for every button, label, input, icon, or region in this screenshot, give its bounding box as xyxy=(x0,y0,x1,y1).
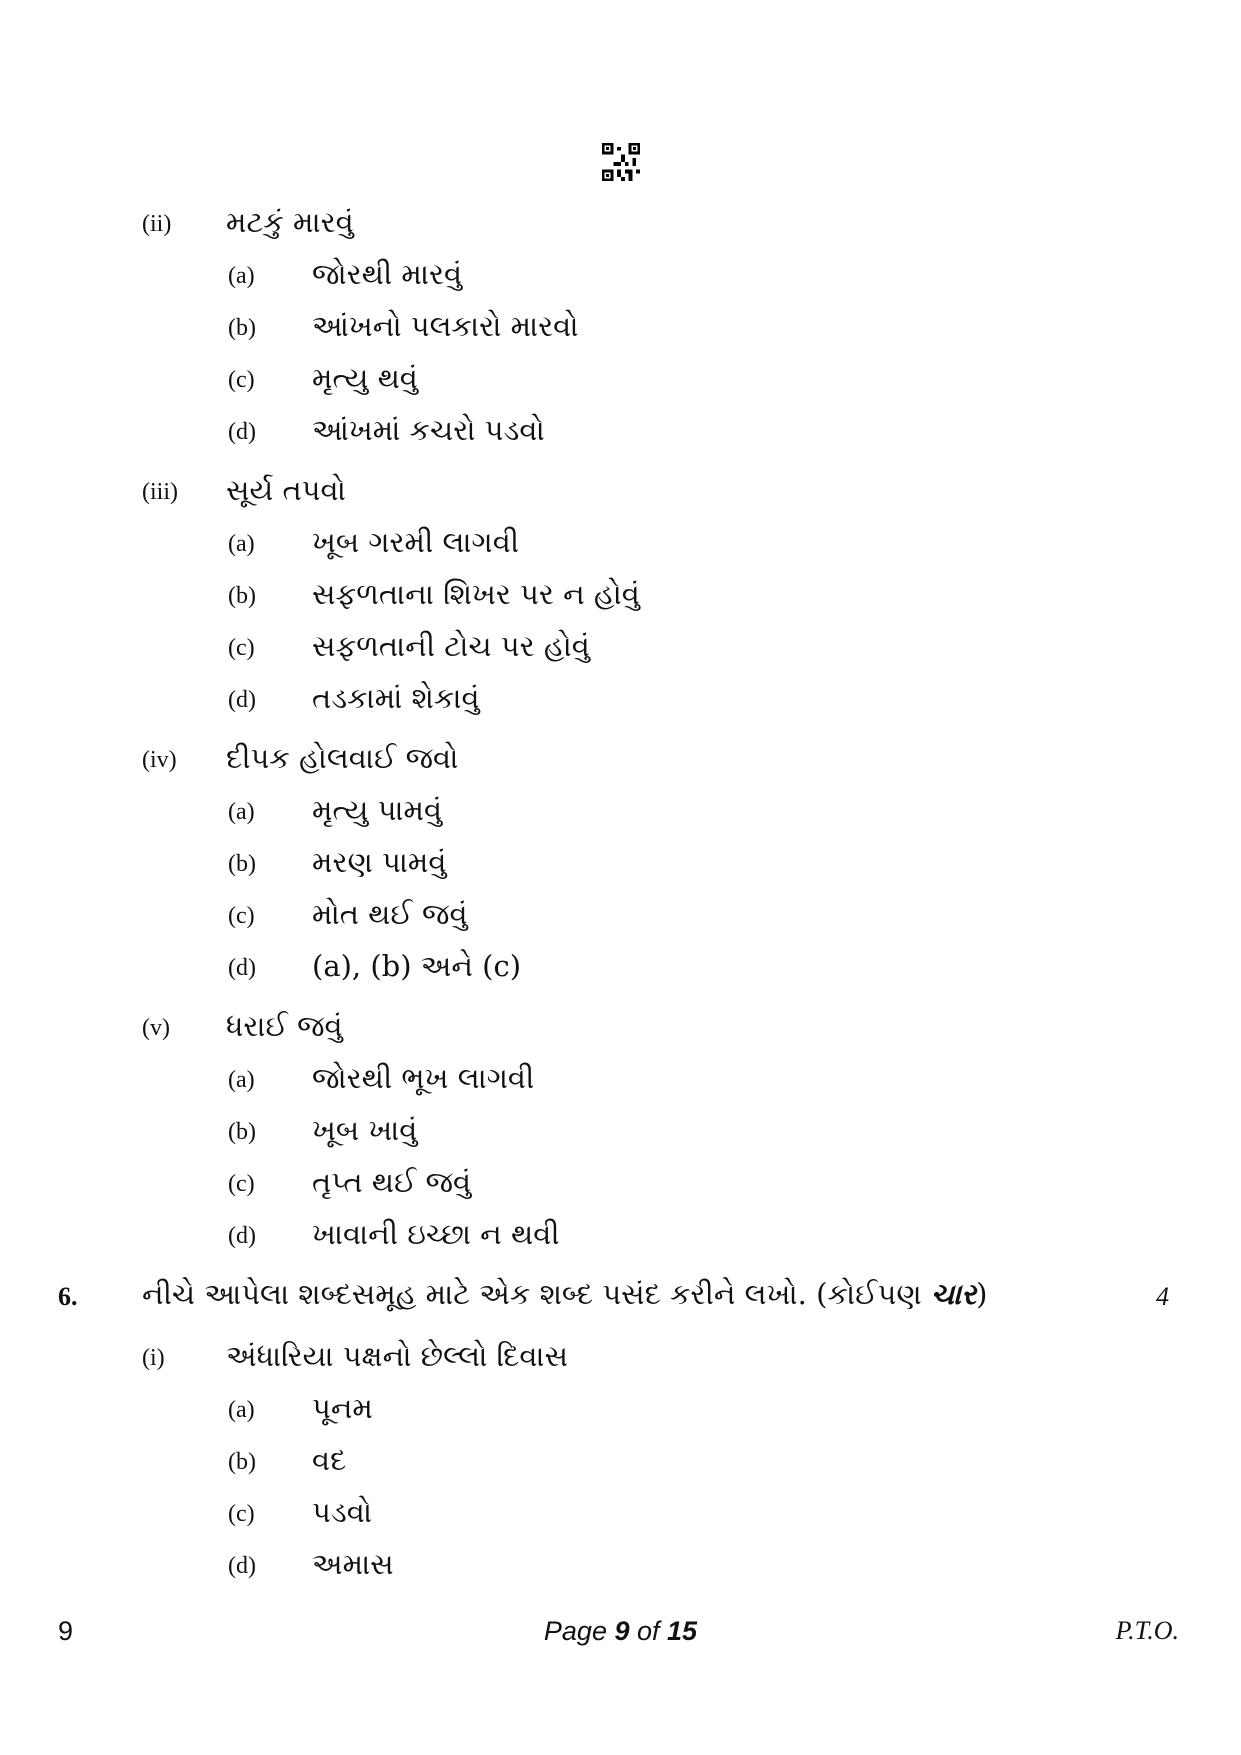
option-label: (b) xyxy=(228,851,256,877)
option-label: (a) xyxy=(228,531,255,557)
option-label: (a) xyxy=(228,799,255,825)
option-text: મૃત્યુ થવું xyxy=(312,361,418,395)
option-text: તડકામાં શેકાવું xyxy=(312,681,480,715)
option-text: મોત થઈ જવું xyxy=(312,897,468,931)
option-label: (a) xyxy=(228,1397,255,1423)
option-label: (c) xyxy=(228,903,255,929)
option-text: સફળતાની ટોચ પર હોવું xyxy=(312,629,590,663)
option-text: અમાસ xyxy=(312,1547,394,1581)
question-6-emphasis: ચાર xyxy=(930,1277,977,1311)
option-text: ખૂબ ગરમી લાગવી xyxy=(312,525,520,559)
sub-question-text: દીપક હોલવાઈ જવો xyxy=(226,741,459,775)
option-text: પૂનમ xyxy=(312,1391,373,1425)
pto-label: P.T.O. xyxy=(1115,1616,1179,1645)
option-text: તૃપ્ત થઈ જવું xyxy=(312,1165,472,1199)
option-text: (a), (b) અને (c) xyxy=(312,949,522,983)
option-text: મરણ પામવું xyxy=(312,845,447,879)
option-label: (a) xyxy=(228,263,255,289)
option-label: (a) xyxy=(228,1067,255,1093)
option-label: (c) xyxy=(228,1171,255,1197)
option-label: (d) xyxy=(228,687,256,713)
page-code: 9 xyxy=(58,1616,74,1646)
option-label: (b) xyxy=(228,583,256,609)
sub-question-text: ધરાઈ જવું xyxy=(226,1009,343,1043)
sub-question-label: (v) xyxy=(142,1015,170,1041)
sub-question-text: અંધારિયા પક્ષનો છેલ્લો દિવાસ xyxy=(226,1339,568,1373)
option-label: (b) xyxy=(228,315,256,341)
option-text: જોરથી મારવું xyxy=(312,257,463,291)
option-label: (d) xyxy=(228,1223,256,1249)
sub-question-label: (i) xyxy=(142,1345,165,1371)
option-text: મૃત્યુ પામવું xyxy=(312,793,443,827)
page-number: Page 9 of 15 xyxy=(543,1616,698,1646)
option-label: (d) xyxy=(228,419,256,445)
option-label: (d) xyxy=(228,955,256,981)
option-label: (d) xyxy=(228,1553,256,1579)
sub-question-text: મટકું મારવું xyxy=(226,205,354,239)
question-number: 6. xyxy=(58,1282,78,1311)
sub-question-label: (iv) xyxy=(142,747,177,773)
question-6-text: નીચે આપેલા શબ્દસમૂહ માટે એક શબ્દ પસંદ કરીને લખો. (કોઈપણ ચાર) xyxy=(142,1277,988,1311)
option-label: (c) xyxy=(228,367,255,393)
option-label: (b) xyxy=(228,1119,256,1145)
option-text: આંખમાં કચરો પડવો xyxy=(312,413,545,447)
option-label: (b) xyxy=(228,1449,256,1475)
sub-question-label: (ii) xyxy=(142,211,172,237)
option-text: જોરથી ભૂખ લાગવી xyxy=(312,1061,535,1095)
sub-question-label: (iii) xyxy=(142,479,178,505)
option-text: ખાવાની ઇચ્છા ન થવી xyxy=(312,1217,560,1251)
option-text: વદ xyxy=(312,1443,347,1477)
option-label: (c) xyxy=(228,635,255,661)
option-text: પડવો xyxy=(312,1495,373,1529)
option-text: આંખનો પલકારો મારવો xyxy=(312,309,579,343)
option-text: ખૂબ ખાવું xyxy=(312,1113,418,1147)
qr-code-icon xyxy=(602,143,640,181)
option-text: સફળતાના શિખર પર ન હોવું xyxy=(312,577,640,611)
question-marks: 4 xyxy=(1156,1282,1169,1311)
sub-question-text: સૂર્ય તપવો xyxy=(226,473,346,507)
option-label: (c) xyxy=(228,1501,255,1527)
